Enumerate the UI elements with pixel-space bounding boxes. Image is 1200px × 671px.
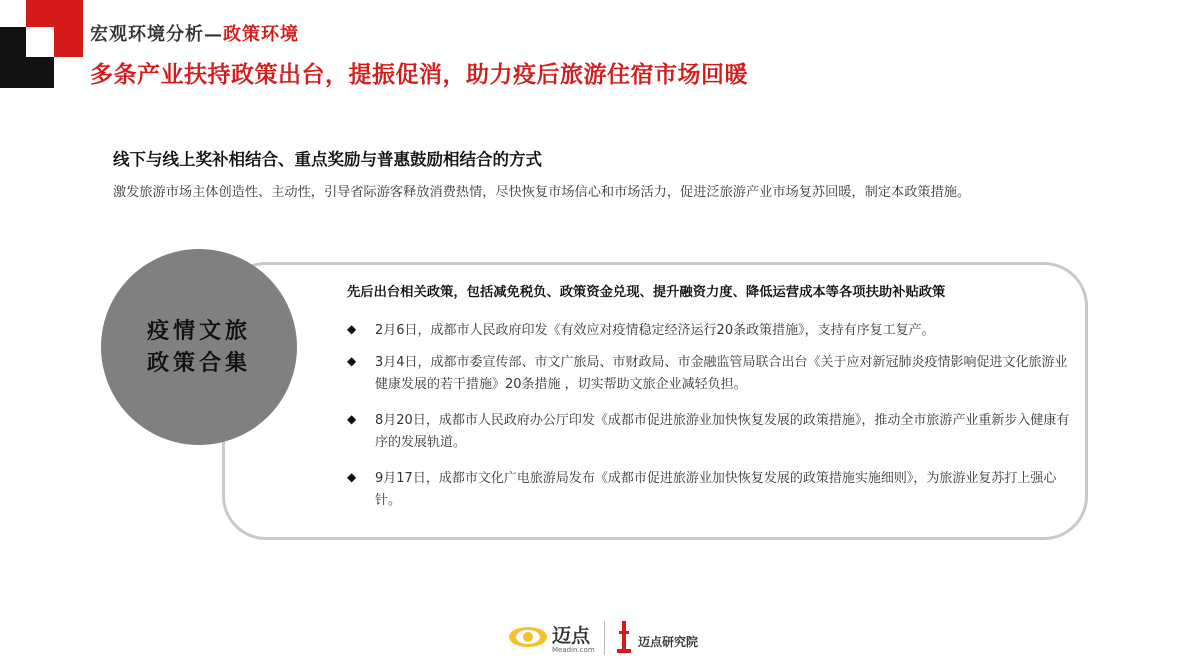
kicker-accent: 政策环境 <box>223 24 299 45</box>
section-kicker <box>90 20 299 46</box>
eye-logo-icon <box>508 625 548 649</box>
list-item <box>347 320 1075 342</box>
circle-line-1: 疫情文旅 <box>146 318 251 344</box>
section-intro: 激发旅游市场主体创造性、主动性，引导省际游客释放消费热情，尽快恢复市场信心和市场活力，促进泛旅游产业市场复苏回暖，制定本政策措施。 <box>113 185 971 200</box>
list-item-text: 9月17日，成都市文化广电旅游局发布《成都市促进旅游业加快恢复发展的政策措施实施细则》，为旅游业复苏打上强心针。 <box>375 471 1057 508</box>
kicker-main: 宏观环境分析— <box>90 24 223 45</box>
brand-url: Meadin.com <box>552 646 595 654</box>
diamond-bullet-icon: ◆ <box>347 412 357 426</box>
logo-divider <box>604 621 605 655</box>
diamond-bullet-icon: ◆ <box>347 354 357 368</box>
corner-block-white <box>26 27 54 57</box>
policy-box-heading: 先后出台相关政策，包括减免税负、政策资金兑现、提升融资力度、降低运营成本等各项扶助补贴政策 <box>347 285 946 300</box>
policy-collection-circle <box>101 249 297 445</box>
page-headline: 多条产业扶持政策出台，提振促消，助力疫后旅游住宿市场回暖 <box>90 62 748 88</box>
list-item <box>347 468 1075 512</box>
tower-logo-icon <box>614 619 634 655</box>
institute-name: 迈点研究院 <box>638 635 699 649</box>
list-item <box>347 352 1075 396</box>
list-item-text: 2月6日，成都市人民政府印发《有效应对疫情稳定经济运行20条政策措施》，支持有序复工复产。 <box>375 323 935 338</box>
list-item-text: 3月4日，成都市委宣传部、市文广旅局、市财政局、市金融监管局联合出台《关于应对新冠肺炎疫情影响促进文化旅游业健康发展的若干措施》20条措施 ，切实帮助文旅企业减轻负担。 <box>375 355 1068 392</box>
diamond-bullet-icon: ◆ <box>347 322 357 336</box>
section-title: 线下与线上奖补相结合、重点奖励与普惠鼓励相结合的方式 <box>113 150 542 169</box>
circle-line-2: 政策合集 <box>146 350 251 376</box>
list-item-text: 8月20日，成都市人民政府办公厅印发《成都市促进旅游业加快恢复发展的政策措施》，推动全市旅游产业重新步入健康有序的发展轨道。 <box>375 413 1070 450</box>
footer-logos <box>508 619 708 659</box>
list-item <box>347 410 1075 454</box>
brand-name: 迈点 <box>552 625 591 647</box>
diamond-bullet-icon: ◆ <box>347 470 357 484</box>
